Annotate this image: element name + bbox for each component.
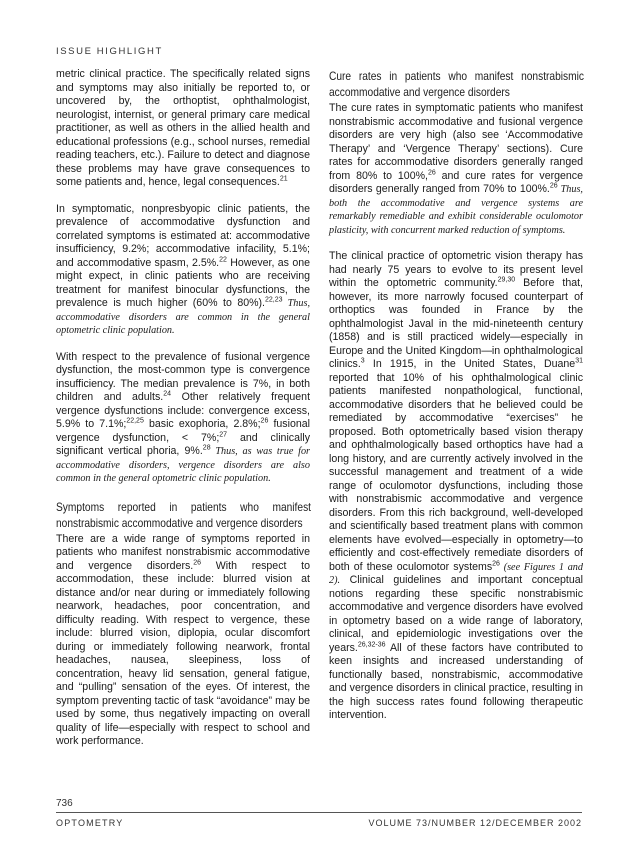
journal-name: OPTOMETRY bbox=[56, 818, 124, 828]
issue-info: VOLUME 73/NUMBER 12/DECEMBER 2002 bbox=[368, 818, 582, 828]
right-column bbox=[329, 68, 583, 736]
footer-divider bbox=[56, 812, 582, 813]
section-header-label: ISSUE HIGHLIGHT bbox=[56, 46, 163, 57]
left-paragraph-2: In symptomatic, nonpresbyopic clinic patients, the prevalence of accommodative dysfunction and correlated symptoms is estimated at: accommodative insufficiency, 9.2%; accommodative infacility, 5.1%; and accommodative spasm, 2.5%.$^{22}$ However, as one might expect, in clinic patients who are receiving treatment for manifest binocular dysfunctions, the prevalence is much higher (60% to 80%).$^{22,23}$ Thus, accommodative disorders are common in the general optometric clinic population. bbox=[56, 202, 310, 336]
right-paragraph-2: The clinical practice of optometric vision therapy has had nearly 75 years to evolve to its present level within the optometric community.$^{29,30}$ Before that, however, its more narrowly focused counterpart of orthoptics was founded in France by the ophthalmologist Javal in the mid-nineteenth century (1858) and is still practiced widely—especially in Europe and the United Kingdom—in ophthalmological clinics.$^3$ In 1915, in the United States, Duane$^{31}$ reported that 10% of his ophthalmological clinic patients manifested nonpathological, functional, accommodative disorders that he believed could be remediated by accommodative “exercises” he proposed. Both optometrically based vision therapy and ophthalmologically based orthoptics have had a long history, and are currently actively involved in the successful management and treatment of a wide range of oculomotor dysfunctions, including those with nonstrabismic accommodative and vergence disorders. From this rich background, well-developed and scientifically based treatment plans with common elements have evolved—especially in optometry—to efficiently and cost-effectively remediate disorders of both of these oculomotor systems$^{26}$ (see Figures 1 and 2). Clinical guidelines and important conceptual notions regarding these specific nonstrabismic accommodative and vergence disorders have evolved in optometry based on a wide range of laboratory, clinical, and epidemiologic investigations over the years.$^{26,32-36}$ All of these factors have contributed to keen insights and increased understanding of functionally based, nonstrabismic, accommodative and vergence disorders in clinical practice, resulting in the high success rates found following therapeutic intervention. bbox=[329, 250, 583, 721]
page-number: 736 bbox=[56, 798, 73, 809]
left-column bbox=[56, 68, 310, 762]
cure-rates-heading: Cure rates in patients who manifest nonstrabismic accommodative and vergence disorders bbox=[329, 69, 584, 99]
symptoms-heading: Symptoms reported in patients who manifest nonstrabismic accommodative and vergence disorders bbox=[56, 499, 311, 530]
left-paragraph-3: With respect to the prevalence of fusional vergence dysfunction, the most-common type is convergence insufficiency. The median prevalence is 7%, in both children and adults.$^{24}$ Other relatively frequent vergence dysfunctions include: convergence excess, 5.9% to 7.1%;$^{22,25}$ basic exophoria, 2.8%;$^{26}$ fusional vergence dysfunction, < 7%;$^{27}$ and clinically significant vertical phoria, 9%.$^{28}$ Thus, as was true for accommodative disorders, vergence disorders are also common in the general optometric clinic population. bbox=[56, 350, 311, 484]
left-paragraph-4: There are a wide range of symptoms reported in patients who manifest nonstrabismic accommodative and vergence disorders.$^{26}$ With respect to accommodation, these include: blurred vision at distance and/or near during or immediately following nearwork, headaches, poor concentration, and difficulty reading. With respect to vergence, these include: blurred vision, diplopia, ocular discomfort during or immediately following nearwork, frontal headaches, nausea, sleepiness, loss of concentration, heavy lid sensation, general fatigue, and “pulling” sensation of the eyes. Of interest, the symptom preventing tactic of task “avoidance” may be used by some, thus negatively impacting on overall quality of life—especially with respect to school and work performance. bbox=[56, 532, 311, 747]
right-paragraph-1: The cure rates in symptomatic patients who manifest nonstrabismic accommodative and fusional vergence disorders are very high (also see ‘Accommodative Therapy’ and ‘Vergence Therapy’ sections). Cure rates for accommodative disorders generally ranged from 80% to 100%,$^{26}$ and cure rates for vergence disorders generally ranged from 70% to 100%.$^{26}$ Thus, both the accommodative and vergence systems are remarkably remediable and exhibit considerable oculomotor plasticity, with concurrent marked reduction of symptoms. bbox=[329, 102, 584, 236]
left-paragraph-1: metric clinical practice. The specifically related signs and symptoms may also initially be reported to, or uncovered by, the orthoptist, ophthalmologist, neurologist, internist, or general primary care medical practitioner, as well as others in the allied health and educational professions (e.g., school nurses, remedial reading teachers, etc.). Failure to detect and diagnose these problems may have grave consequences to some patients and, hence, legal consequences.$^{21}$ bbox=[56, 68, 310, 188]
